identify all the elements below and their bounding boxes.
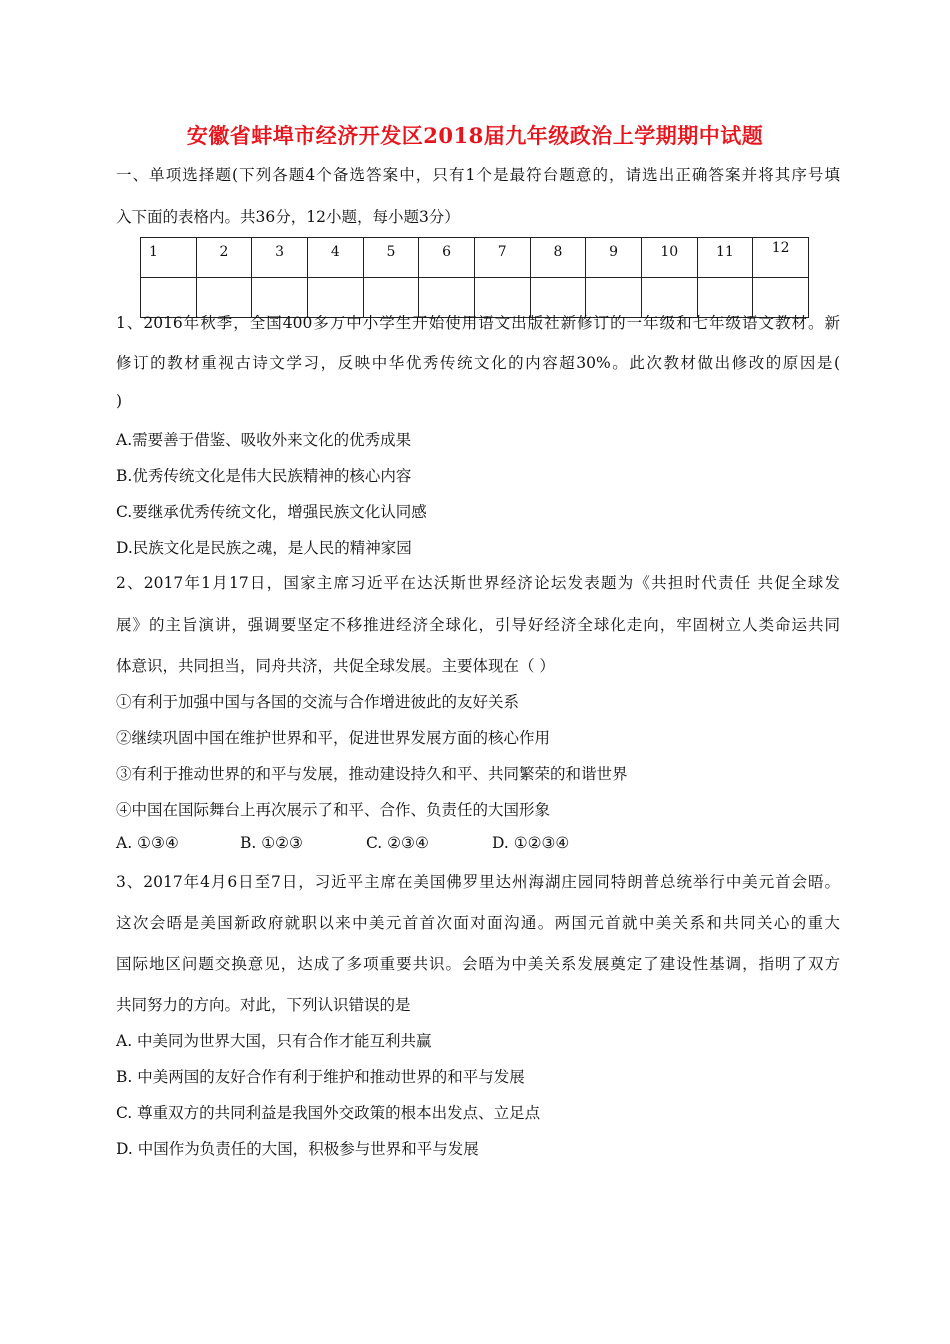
question-2-option-d: D. ①②③④ — [492, 834, 570, 852]
question-2-statement-2: ②继续巩固中国在维护世界和平，促进世界发展方面的核心作用 — [116, 729, 551, 747]
answer-number: 3 — [252, 238, 308, 278]
page-title: 安徽省蚌埠市经济开发区2018届九年级政治上学期期中试题 — [186, 123, 764, 148]
answer-number: 2 — [196, 238, 252, 278]
question-3-option-a: A. 中美同为世界大国，只有合作才能互利共赢 — [116, 1032, 432, 1050]
question-2-line-1: 2、2017年1月17日，国家主席习近平在达沃斯世界经济论坛发表题为《共担时代责任 共促全球发 — [116, 574, 840, 592]
question-3-line-4: 共同努力的方向。对此，下列认识错误的是 — [116, 996, 411, 1014]
section-instruction-line-1: 一、单项选择题(下列各题4个备选答案中，只有1个是最符台题意的，请选出正确答案并将其序号填 — [116, 166, 840, 184]
question-1-line-1: 1、2016年秋季，全国400多万中小学生开始使用语文出版社新修订的一年级和七年级语文教材。新 — [116, 314, 840, 332]
answer-number: 7 — [474, 238, 530, 278]
answer-number: 10 — [641, 238, 697, 278]
question-3-option-d: D. 中国作为负责任的大国，积极参与世界和平与发展 — [116, 1140, 479, 1158]
answer-number: 1 — [141, 238, 197, 278]
answer-number: 8 — [530, 238, 586, 278]
question-1-line-3: ) — [116, 392, 123, 410]
question-2-line-2: 展》的主旨演讲，强调要坚定不移推进经济全球化，引导好经济全球化走向，牢固树立人类命运共同 — [116, 616, 840, 634]
question-2-option-a: A. ①③④ — [116, 834, 179, 852]
question-3-line-1: 3、2017年4月6日至7日，习近平主席在美国佛罗里达州海湖庄园同特朗普总统举行中美元首会晤。 — [116, 873, 840, 891]
question-1-option-b: B.优秀传统文化是伟大民族精神的核心内容 — [116, 467, 412, 485]
question-3-option-b: B. 中美两国的友好合作有利于维护和推动世界的和平与发展 — [116, 1068, 525, 1086]
question-2-statement-1: ①有利于加强中国与各国的交流与合作增进彼此的友好关系 — [116, 693, 520, 711]
answer-number: 6 — [419, 238, 475, 278]
question-2-options — [116, 834, 569, 852]
question-2-statement-3: ③有利于推动世界的和平与发展，推动建设持久和平、共同繁荣的和谐世界 — [116, 765, 628, 783]
question-1-option-a: A.需要善于借鉴、吸收外来文化的优秀成果 — [116, 431, 412, 449]
question-2-option-c: C. ②③④ — [366, 834, 429, 852]
answer-number: 12 — [753, 238, 809, 278]
answer-table-number-row — [141, 238, 809, 278]
question-2-statement-4: ④中国在国际舞台上再次展示了和平、合作、负责任的大国形象 — [116, 801, 551, 819]
question-2-line-3: 体意识，共同担当，同舟共济，共促全球发展。主要体现在（ ） — [116, 657, 555, 675]
question-3-line-2: 这次会晤是美国新政府就职以来中美元首首次面对面沟通。两国元首就中美关系和共同关心的重大 — [116, 914, 840, 932]
question-3-line-3: 国际地区问题交换意见，达成了多项重要共识。会晤为中美关系发展奠定了建设性基调，指明了双方 — [116, 955, 840, 973]
answer-number: 5 — [363, 238, 419, 278]
question-1-option-c: C.要继承优秀传统文化，增强民族文化认同感 — [116, 503, 427, 521]
section-instruction-line-2: 入下面的表格内。共36分，12小题，每小题3分） — [116, 208, 460, 226]
answer-table — [140, 237, 809, 318]
question-3-option-c: C. 尊重双方的共同利益是我国外交政策的根本出发点、立足点 — [116, 1104, 541, 1122]
answer-number: 9 — [586, 238, 642, 278]
question-1-option-d: D.民族文化是民族之魂，是人民的精神家园 — [116, 539, 412, 557]
question-2-option-b: B. ①②③ — [240, 834, 303, 852]
answer-number: 11 — [697, 238, 753, 278]
answer-number: 4 — [307, 238, 363, 278]
question-1-line-2: 修订的教材重视古诗文学习，反映中华优秀传统文化的内容超30%。此次教材做出修改的原因是( — [116, 354, 840, 372]
